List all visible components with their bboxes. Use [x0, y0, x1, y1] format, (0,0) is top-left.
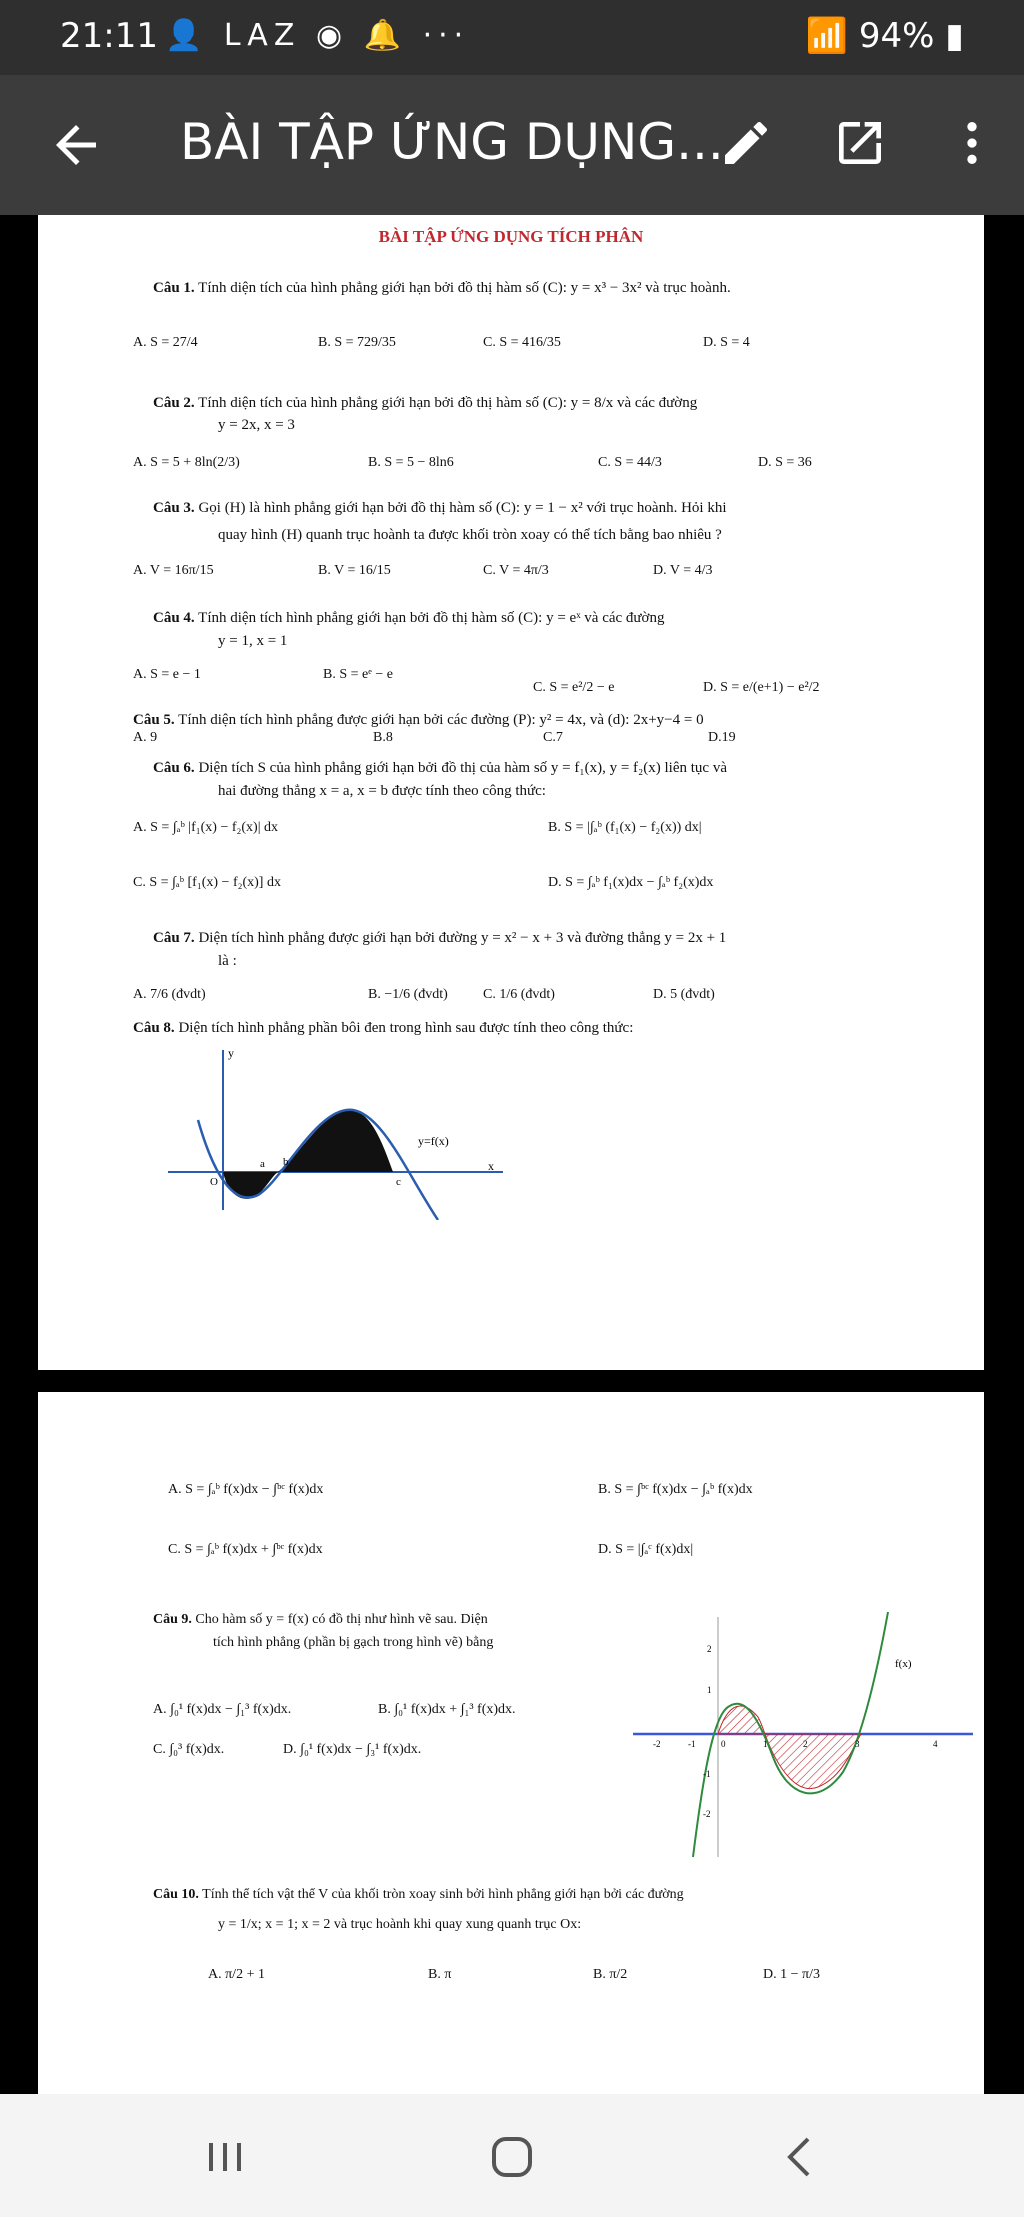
question-8: Câu 8. Diện tích hình phẳng phần bôi đen trong hình sau được tính theo công thức:: [133, 1020, 634, 1036]
back-nav-icon[interactable]: [770, 2129, 830, 2185]
q1-option-b[interactable]: B. S = 729/35: [318, 335, 396, 350]
question-7: Câu 7. Diện tích hình phẳng được giới hạn bởi đường y = x² − x + 3 và đường thẳng y = 2x + 1: [153, 930, 727, 946]
question-10: Câu 10. Tính thể tích vật thể V của khối tròn xoay sinh bởi hình phẳng giới hạn bởi các đường: [153, 1887, 684, 1902]
q10-option-a[interactable]: A. π/2 + 1: [208, 1967, 265, 1982]
q8-option-d[interactable]: D. S = |∫ₐᶜ f(x)dx|: [598, 1542, 694, 1557]
more-vertical-icon[interactable]: [944, 115, 1000, 171]
q5-option-a[interactable]: A. 9: [133, 730, 158, 745]
tick-x-4: 4: [933, 1739, 938, 1749]
q5-option-c[interactable]: C.7: [543, 730, 563, 745]
question-6: Câu 6. Diện tích S của hình phẳng giới hạn bởi đồ thị của hàm số y = f₁(x), y = f₂(x) liên tục và: [153, 760, 727, 776]
question-2: Câu 2. Tính diện tích của hình phẳng giới hạn bởi đồ thị hàm số (C): y = 8/x và các đường: [153, 395, 698, 411]
system-nav-bar: [0, 2094, 1024, 2217]
q9-option-c[interactable]: C. ∫₀³ f(x)dx.: [153, 1742, 225, 1757]
battery-icon: ▮: [945, 16, 964, 56]
question-7-line2: là :: [218, 953, 237, 969]
q3-option-a[interactable]: A. V = 16π/15: [133, 563, 214, 578]
q10-option-c[interactable]: B. π/2: [593, 1967, 628, 1982]
question-1: Câu 1. Tính diện tích của hình phẳng giới hạn bởi đồ thị hàm số (C): y = x³ − 3x² và trục hoành.: [153, 280, 731, 296]
q7-option-d[interactable]: D. 5 (đvdt): [653, 987, 715, 1002]
q9-option-a[interactable]: A. ∫₀¹ f(x)dx − ∫₁³ f(x)dx.: [153, 1702, 292, 1717]
q4-option-b[interactable]: B. S = eᵉ − e: [323, 667, 393, 682]
document-page-1: [38, 215, 984, 1370]
q3-option-c[interactable]: C. V = 4π/3: [483, 563, 549, 578]
tick-x-3: 3: [855, 1739, 860, 1749]
q10-option-d[interactable]: D. 1 − π/3: [763, 1967, 820, 1982]
laz-icon: LAZ: [223, 18, 301, 53]
question-4: Câu 4. Tính diện tích hình phẳng giới hạn bởi đồ thị hàm số (C): y = eˣ và các đường: [153, 610, 665, 626]
edit-icon[interactable]: [718, 115, 774, 171]
more-notifications: ···: [422, 18, 470, 53]
graph-hatched-area: [633, 1607, 973, 1862]
y-label: y: [228, 1046, 234, 1060]
tick-x-0: 0: [721, 1739, 726, 1749]
q6-option-d[interactable]: D. S = ∫ₐᵇ f₁(x)dx − ∫ₐᵇ f₂(x)dx: [548, 875, 714, 890]
q6-option-b[interactable]: B. S = |∫ₐᵇ (f₁(x) − f₂(x)) dx|: [548, 820, 702, 835]
hatched-region-2: [765, 1734, 861, 1789]
q5-option-d[interactable]: D.19: [708, 730, 736, 745]
tick-x-2: 2: [803, 1739, 808, 1749]
person-add-icon: 👤: [165, 18, 209, 53]
curve-label-2: f(x): [895, 1658, 912, 1670]
app-bar: [0, 75, 1024, 215]
recent-apps-icon[interactable]: [195, 2129, 255, 2185]
question-9: Câu 9. Cho hàm số y = f(x) có đồ thị như hình vẽ sau. Diện: [153, 1612, 488, 1627]
bell-icon: 🔔: [363, 18, 408, 53]
q10-option-b[interactable]: B. π: [428, 1967, 452, 1982]
tick-y-neg2: -2: [703, 1809, 711, 1819]
q2-option-a[interactable]: A. S = 5 + 8ln(2/3): [133, 455, 240, 470]
q6-option-c[interactable]: C. S = ∫ₐᵇ [f₁(x) − f₂(x)] dx: [133, 875, 281, 890]
q4-option-c[interactable]: C. S = e²/2 − e: [533, 680, 615, 695]
doc-heading: BÀI TẬP ỨNG DỤNG TÍCH PHÂN: [378, 227, 644, 246]
q2-option-d[interactable]: D. S = 36: [758, 455, 812, 470]
wifi-icon: 📶: [805, 16, 849, 56]
q2-option-c[interactable]: C. S = 44/3: [598, 455, 662, 470]
tick-y-2: 2: [707, 1644, 712, 1654]
a-label: a: [260, 1158, 265, 1170]
q8-option-a[interactable]: A. S = ∫ₐᵇ f(x)dx − ∫ᵇᶜ f(x)dx: [168, 1482, 324, 1497]
q9-option-b[interactable]: B. ∫₀¹ f(x)dx + ∫₁³ f(x)dx.: [378, 1702, 516, 1717]
question-4-line2: y = 1, x = 1: [218, 633, 288, 649]
q8-option-c[interactable]: C. S = ∫ₐᵇ f(x)dx + ∫ᵇᶜ f(x)dx: [168, 1542, 323, 1557]
q2-option-b[interactable]: B. S = 5 − 8ln6: [368, 455, 454, 470]
tick-x-1: 1: [763, 1739, 768, 1749]
question-2-line2: y = 2x, x = 3: [218, 417, 295, 433]
q7-option-c[interactable]: C. 1/6 (đvdt): [483, 987, 555, 1002]
open-external-icon[interactable]: [832, 115, 888, 171]
origin-label: O: [210, 1176, 218, 1188]
question-6-line2: hai đường thẳng x = a, x = b được tính theo công thức:: [218, 783, 546, 799]
question-9-line2: tích hình phẳng (phần bị gạch trong hình vẽ) bằng: [213, 1635, 494, 1650]
notification-icons: [165, 18, 469, 53]
q1-option-d[interactable]: D. S = 4: [703, 335, 750, 350]
q5-option-b[interactable]: B.8: [373, 730, 393, 745]
document-page-2: [38, 1392, 984, 2094]
q4-option-d[interactable]: D. S = e/(e+1) − e²/2: [703, 680, 820, 695]
back-arrow-icon[interactable]: [46, 115, 106, 175]
home-icon[interactable]: [482, 2129, 542, 2185]
q3-option-b[interactable]: B. V = 16/15: [318, 563, 391, 578]
status-bar: [0, 0, 1024, 75]
q7-option-a[interactable]: A. 7/6 (đvdt): [133, 987, 206, 1002]
shaded-region-2: [278, 1110, 393, 1172]
curve-label: y=f(x): [418, 1134, 449, 1148]
status-time: 21:11: [60, 16, 158, 56]
messenger-icon: ◉: [315, 18, 349, 53]
question-5: Câu 5. Tính diện tích hình phẳng được giới hạn bởi các đường (P): y² = 4x, và (d): 2x+y−4 = 0: [133, 712, 704, 728]
tick-y-neg1: -1: [703, 1769, 711, 1779]
q8-option-b[interactable]: B. S = ∫ᵇᶜ f(x)dx − ∫ₐᵇ f(x)dx: [598, 1482, 753, 1497]
q1-option-a[interactable]: A. S = 27/4: [133, 335, 198, 350]
x-label: x: [488, 1159, 494, 1173]
tick-x-neg1: -1: [688, 1739, 696, 1749]
c-label: c: [396, 1176, 401, 1188]
question-3-line2: quay hình (H) quanh trục hoành ta được khối tròn xoay có thể tích bằng bao nhiêu ?: [218, 527, 722, 543]
b-label: b: [283, 1156, 289, 1168]
status-right: [806, 16, 964, 56]
q4-option-a[interactable]: A. S = e − 1: [133, 667, 201, 682]
tick-y-1: 1: [707, 1685, 712, 1695]
q1-option-c[interactable]: C. S = 416/35: [483, 335, 561, 350]
q7-option-b[interactable]: B. −1/6 (đvdt): [368, 987, 448, 1002]
graph-shaded-area: [168, 1045, 508, 1220]
question-3: Câu 3. Gọi (H) là hình phẳng giới hạn bởi đồ thị hàm số (C): y = 1 − x² với trục hoành. Hỏi khi: [153, 500, 727, 516]
q6-option-a[interactable]: A. S = ∫ₐᵇ |f₁(x) − f₂(x)| dx: [133, 820, 279, 835]
q9-option-d[interactable]: D. ∫₀¹ f(x)dx − ∫₃¹ f(x)dx.: [283, 1742, 422, 1757]
battery-percent: 94%: [858, 16, 935, 56]
question-10-line2: y = 1/x; x = 1; x = 2 và trục hoành khi quay xung quanh trục Ox:: [218, 1917, 582, 1932]
q3-option-d[interactable]: D. V = 4/3: [653, 563, 713, 578]
document-title: BÀI TẬP ỨNG DỤNG...: [180, 113, 724, 171]
tick-x-neg2: -2: [653, 1739, 661, 1749]
